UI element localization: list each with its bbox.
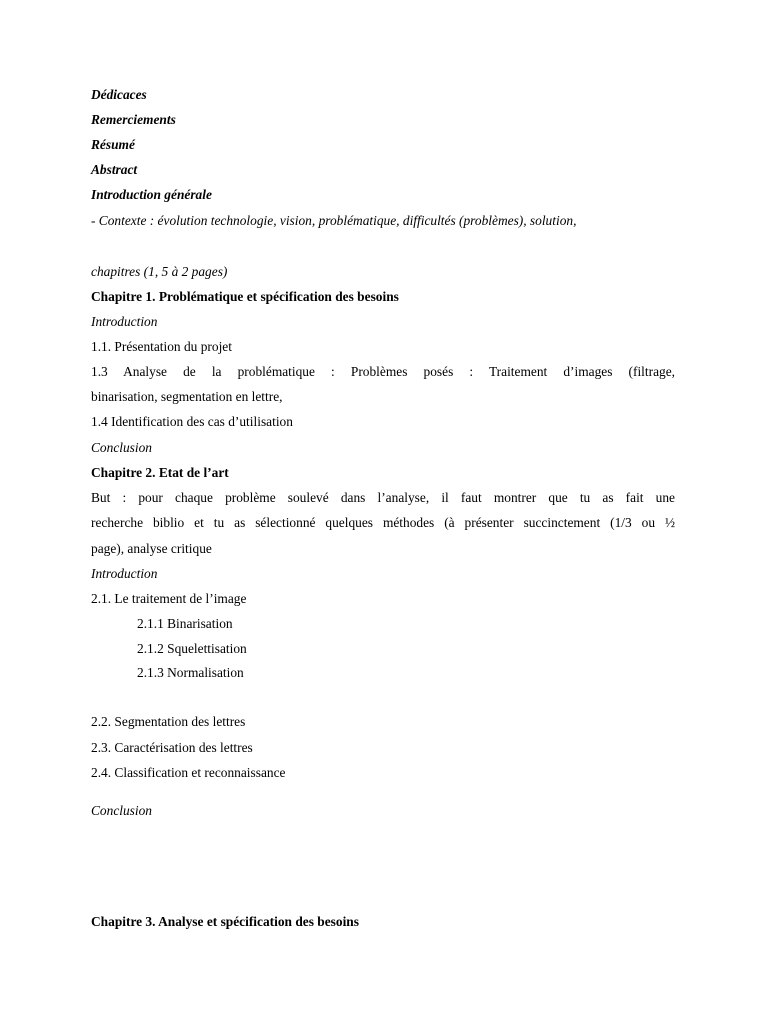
chapter2-sub-item-squelettisation: 2.1.2 Squelettisation (137, 641, 247, 656)
chapter2-but-line3: page), analyse critique (91, 541, 212, 556)
chapter2-item-2-1: 2.1. Le traitement de l’image (91, 591, 247, 606)
chapter2-conclusion: Conclusion (91, 803, 153, 818)
chapter1-item-1-3-line1: 1.3 Analyse de la problématique : Problèmes posés : Traitement d’images (filtrage, (91, 364, 675, 379)
chapter1-introduction: Introduction (91, 314, 158, 329)
chapter2-item-2-3: 2.3. Caractérisation des lettres (91, 740, 253, 755)
chapter2-item-2-2: 2.2. Segmentation des lettres (91, 714, 246, 729)
chapter2-sub-item-normalisation: 2.1.3 Normalisation (137, 665, 244, 680)
chapter1-conclusion: Conclusion (91, 440, 153, 455)
intro-context-line2: chapitres (1, 5 à 2 pages) (91, 264, 228, 279)
front-abstract: Abstract (91, 162, 138, 177)
chapter3-title: Chapitre 3. Analyse et spécification des besoins (91, 914, 359, 929)
front-introduction-generale: Introduction générale (91, 187, 212, 202)
chapter1-item-1-1: 1.1. Présentation du projet (91, 339, 232, 354)
front-remerciements: Remerciements (91, 112, 176, 127)
chapter2-title: Chapitre 2. Etat de l’art (91, 465, 229, 480)
front-resume: Résumé (91, 137, 135, 152)
chapter2-but-line1: But : pour chaque problème soulevé dans l’analyse, il faut montrer que tu as fait une (91, 490, 675, 505)
chapter2-but-line2: recherche biblio et tu as sélectionné quelques méthodes (à présenter succinctement (1/3 ou ½ (91, 515, 675, 530)
chapter1-title: Chapitre 1. Problématique et spécification des besoins (91, 289, 399, 304)
chapter2-item-2-4: 2.4. Classification et reconnaissance (91, 765, 286, 780)
intro-context-line1: - Contexte : évolution technologie, vision, problématique, difficultés (problèmes), solution, (91, 213, 577, 228)
chapter2-sub-item-binarisation: 2.1.1 Binarisation (137, 616, 233, 631)
chapter1-item-1-4: 1.4 Identification des cas d’utilisation (91, 414, 293, 429)
chapter1-item-1-3-line2: binarisation, segmentation en lettre, (91, 389, 283, 404)
chapter2-introduction: Introduction (91, 566, 158, 581)
front-dedicaces: Dédicaces (91, 87, 147, 102)
